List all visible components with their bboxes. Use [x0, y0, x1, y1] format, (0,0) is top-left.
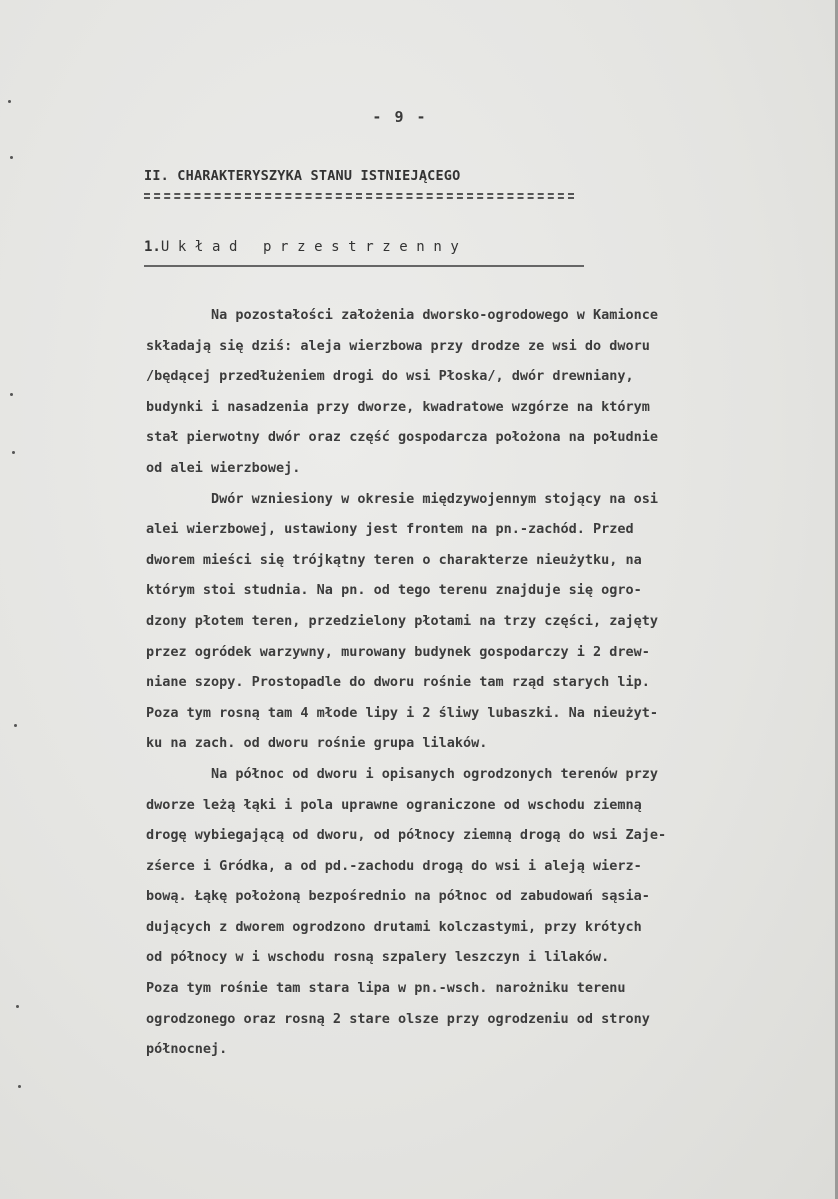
- text-line: przez ogródek warzywny, murowany budynek gospodarczy i 2 drew-: [146, 643, 650, 660]
- text-line: ku na zach. od dworu rośnie grupa lilaków.: [146, 735, 488, 752]
- margin-mark: [16, 1005, 19, 1008]
- margin-mark: [14, 724, 17, 727]
- text-line: od północy w i wschodu rosną szpalery leszczyn i lilaków.: [146, 949, 610, 966]
- margin-mark: [12, 451, 15, 454]
- text-line: dworze leżą łąki i pola uprawne ograniczone od wschodu ziemną: [146, 796, 642, 813]
- text-line: składają się dziś: aleja wierzbowa przy drodze ze wsi do dworu: [146, 337, 650, 354]
- text-line: Dwór wzniesiony w okresie międzywojennym stojący na osi: [146, 490, 659, 507]
- text-line: zśerce i Gródka, a od pd.-zachodu drogą do wsi i aleją wierz-: [146, 857, 642, 874]
- text-line: od alei wierzbowej.: [146, 459, 301, 476]
- text-line: północnej.: [146, 1041, 228, 1058]
- text-line: dzony płotem teren, przedzielony płotami na trzy części, zajęty: [146, 612, 659, 629]
- text-line: dworem mieści się trójkątny teren o charakterze nieużytku, na: [146, 551, 642, 568]
- margin-mark: [8, 100, 11, 103]
- text-line: alei wierzbowej, ustawiony jest frontem na pn.-zachód. Przed: [146, 521, 634, 538]
- text-line: dujących z dworem ogrodzono drutami kolczastymi, przy krótych: [146, 918, 642, 935]
- text-line: budynki i nasadzenia przy dworze, kwadratowe wzgórze na którym: [146, 398, 650, 415]
- section-title-underline: [144, 265, 584, 267]
- text-line: Na pozostałości założenia dworsko-ogrodowego w Kamionce: [146, 307, 659, 323]
- section-title: [144, 239, 467, 255]
- page-number: - 9 -: [372, 108, 428, 126]
- text-line: ogrodzonego oraz rosną 2 stare olsze przy ogrodzeniu od strony: [146, 1010, 650, 1027]
- text-line: niane szopy. Prostopadle do dworu rośnie tam rząd starych lip.: [146, 674, 650, 691]
- text-line: drogę wybiegającą od dworu, od północy ziemną drogą do wsi Zaje-: [146, 827, 667, 844]
- chapter-title: II. CHARAKTERYSZYKA STANU ISTNIEJĄCEGO: [144, 168, 461, 184]
- margin-mark: [10, 156, 13, 159]
- chapter-title-underline: [144, 193, 574, 199]
- text-line: Na północ od dworu i opisanych ogrodzonych terenów przy: [146, 765, 659, 782]
- margin-mark: [18, 1085, 21, 1088]
- text-line: stał pierwotny dwór oraz część gospodarcza położona na południe: [146, 429, 659, 446]
- section-number: 1.: [144, 239, 161, 255]
- text-line: Poza tym rośnie tam stara lipa w pn.-wsch. narożniku terenu: [146, 980, 626, 997]
- body-text: [146, 300, 826, 1065]
- section-heading-text: Układ przestrzenny: [160, 239, 468, 255]
- margin-mark: [10, 393, 13, 396]
- text-line: /będącej przedłużeniem drogi do wsi Płoska/, dwór drewniany,: [146, 368, 634, 385]
- text-line: bową. Łąkę położoną bezpośrednio na północ od zabudowań sąsia-: [146, 888, 650, 905]
- text-line: którym stoi studnia. Na pn. od tego terenu znajduje się ogro-: [146, 582, 642, 599]
- text-line: Poza tym rosną tam 4 młode lipy i 2 śliwy lubaszki. Na nieużyt-: [146, 704, 659, 721]
